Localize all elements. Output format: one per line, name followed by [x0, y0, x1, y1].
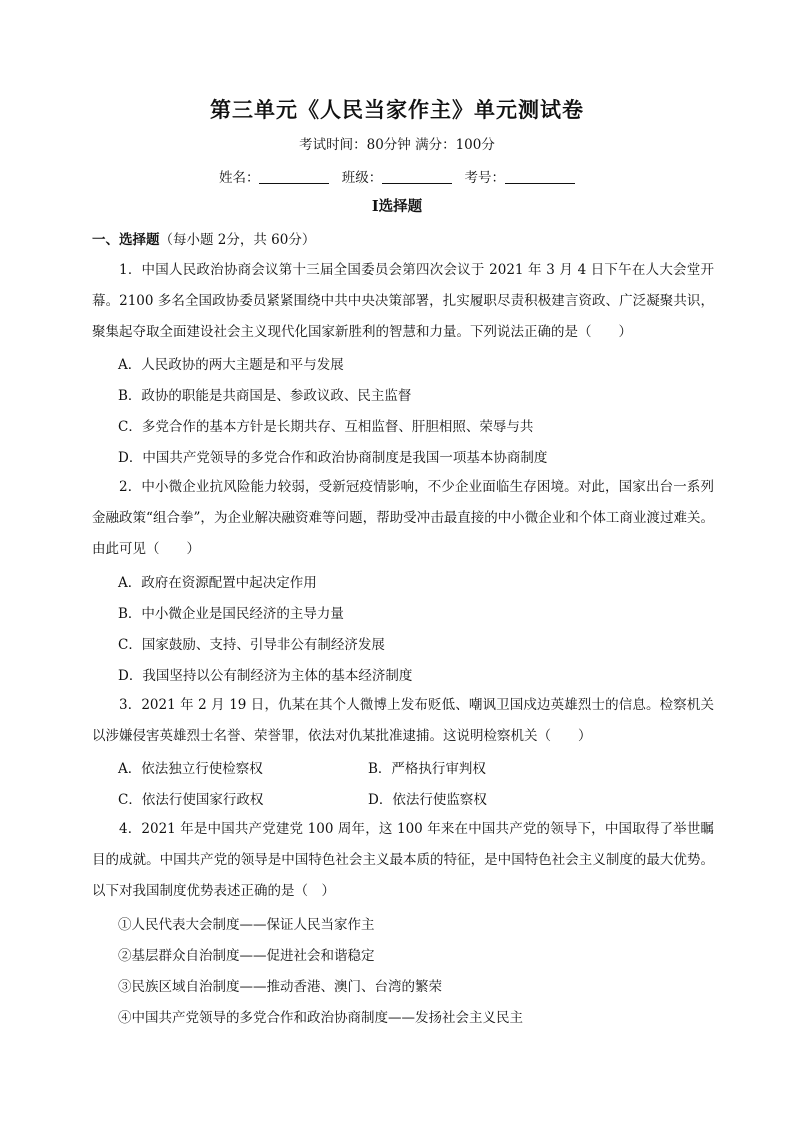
question-2-stem: 2．中小微企业抗风险能力较弱，受新冠疫情影响，不少企业面临生存困境。对此，国家出台一系列金融政策“组合拳”，为企业解决融资难等问题，帮助受冲击最直接的中小微企业和个体工商业渡过难关。由此可见（ ） — [92, 479, 714, 557]
question-3-option-c: C．依法行使国家行政权 — [118, 792, 264, 808]
part-title: Ⅰ选择题 — [371, 198, 423, 215]
exam-title: 第三单元《人民当家作主》单元测试卷 — [210, 97, 584, 122]
section-heading — [92, 228, 315, 248]
question-1-option-a: A．人民政协的两大主题是和平与发展 — [118, 357, 344, 373]
question-4-statement-2: ②基层群众自治制度——促进社会和谐稳定 — [118, 948, 375, 964]
name-label: 姓名： — [218, 170, 260, 186]
question-3-option-d: D．依法行使监察权 — [368, 792, 487, 808]
question-1-stem: 1．中国人民政治协商会议第十三届全国委员会第四次会议于 2021 年 3 月 4 日下午在人大会堂开幕。2100 多名全国政协委员紧紧围绕中共中央决策部署，扎实履职尽责积极建言资政、广泛凝聚共识，聚集起夺取全面建设社会主义现代化国家新胜利的智慧和力量。下列说法正确的是（ ） — [92, 262, 714, 340]
exam-no-label: 考号： — [464, 170, 506, 186]
exam-time-score: 考试时间：80分钟 满分：100分 — [299, 137, 495, 153]
class-blank[interactable] — [382, 169, 452, 184]
question-3-stem: 3．2021 年 2 月 19 日，仇某在其个人微博上发布贬低、嘲讽卫国戍边英雄烈士的信息。检察机关以涉嫌侵害英雄烈士名誉、荣誉罪，依法对仇某批准逮捕。这说明检察机关（ ） — [92, 697, 714, 744]
question-1-option-c: C．多党合作的基本方针是长期共存、互相监督、肝胆相照、荣辱与共 — [118, 419, 534, 435]
question-4-statement-3: ③民族区域自治制度——推动香港、澳门、台湾的繁荣 — [118, 979, 442, 995]
section-note: （每小题 2分，共 60分） — [159, 232, 316, 248]
question-2-option-d: D．我国坚持以公有制经济为主体的基本经济制度 — [118, 668, 413, 684]
question-3-option-a: A．依法独立行使检察权 — [118, 761, 263, 777]
question-4-statement-4: ④中国共产党领导的多党合作和政治协商制度——发扬社会主义民主 — [118, 1010, 523, 1026]
question-4-stem: 4．2021 年是中国共产党建党 100 周年，这 100 年来在中国共产党的领导下，中国取得了举世瞩目的成就。中国共产党的领导是中国特色社会主义最本质的特征，是中国特色社会主义制度的最大优势。以下对我国制度优势表述正确的是（ ） — [92, 821, 714, 899]
question-2-option-a: A．政府在资源配置中起决定作用 — [118, 575, 317, 591]
class-label: 班级： — [341, 170, 383, 186]
question-1-option-b: B．政协的职能是共商国是、参政议政、民主监督 — [118, 388, 412, 404]
question-3-option-b: B．严格执行审判权 — [368, 761, 486, 777]
question-2-option-c: C．国家鼓励、支持、引导非公有制经济发展 — [118, 637, 385, 653]
question-4-statement-1: ①人民代表大会制度——保证人民当家作主 — [118, 917, 375, 933]
exam-no-blank[interactable] — [505, 169, 575, 184]
section-title: 一、选择题 — [92, 232, 160, 248]
name-blank[interactable] — [259, 169, 329, 184]
student-info-fields — [0, 166, 794, 186]
question-2-option-b: B．中小微企业是国民经济的主导力量 — [118, 606, 344, 622]
question-1-option-d: D．中国共产党领导的多党合作和政治协商制度是我国一项基本协商制度 — [118, 450, 548, 466]
